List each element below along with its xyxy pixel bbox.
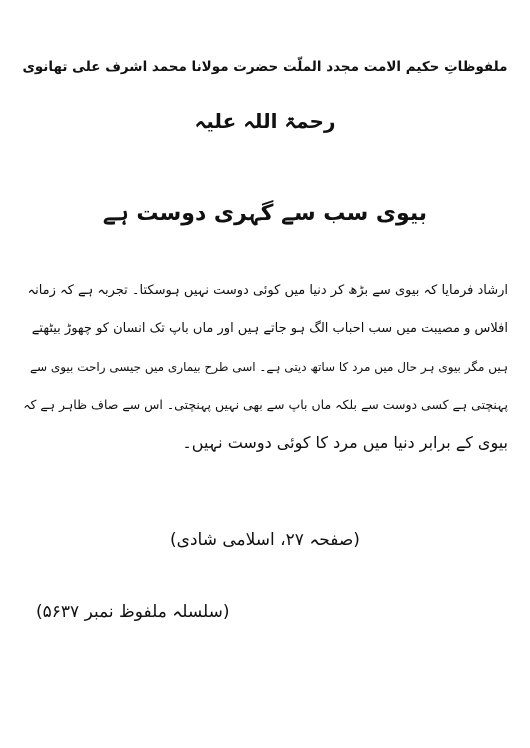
body-line: ہیں مگر بیوی ہر حال میں مرد کا ساتھ دیتی ہے۔ اسی طرح بیماری میں جیسی راحت بیوی سے — [29, 360, 508, 374]
body-line: افلاس و مصیبت میں سب احباب الگ ہو جاتے ہیں اور ماں باپ تک انسان کو چھوڑ بیٹھتے — [31, 321, 508, 336]
series-number: (سلسلہ ملفوظ نمبر ۵۶۳۷) — [36, 602, 230, 622]
page-title-honorific: رحمۃ اللہ علیہ — [194, 109, 336, 133]
page-title: ملفوظاتِ حکیم الامت مجدد الملّت حضرت مولانا محمد اشرف علی تھانوی — [22, 59, 508, 75]
body-line: پہنچتی ہے کسی دوست سے بلکہ ماں باپ سے بھی نہیں پہنچتی۔ اس سے صاف ظاہر ہے کہ — [23, 397, 508, 412]
body-paragraph — [20, 272, 508, 462]
section-heading: بیوی سب سے گہری دوست ہے — [102, 201, 428, 226]
body-line: ارشاد فرمایا کہ بیوی سے بڑھ کر دنیا میں کوئی دوست نہیں ہوسکتا۔ تجربہ ہے کہ زمانہ — [27, 283, 508, 298]
source-reference: (صفحہ ۲۷، اسلامی شادی) — [170, 530, 360, 550]
body-line: بیوی کے برابر دنیا میں مرد کا کوئی دوست نہیں۔ — [182, 433, 508, 452]
